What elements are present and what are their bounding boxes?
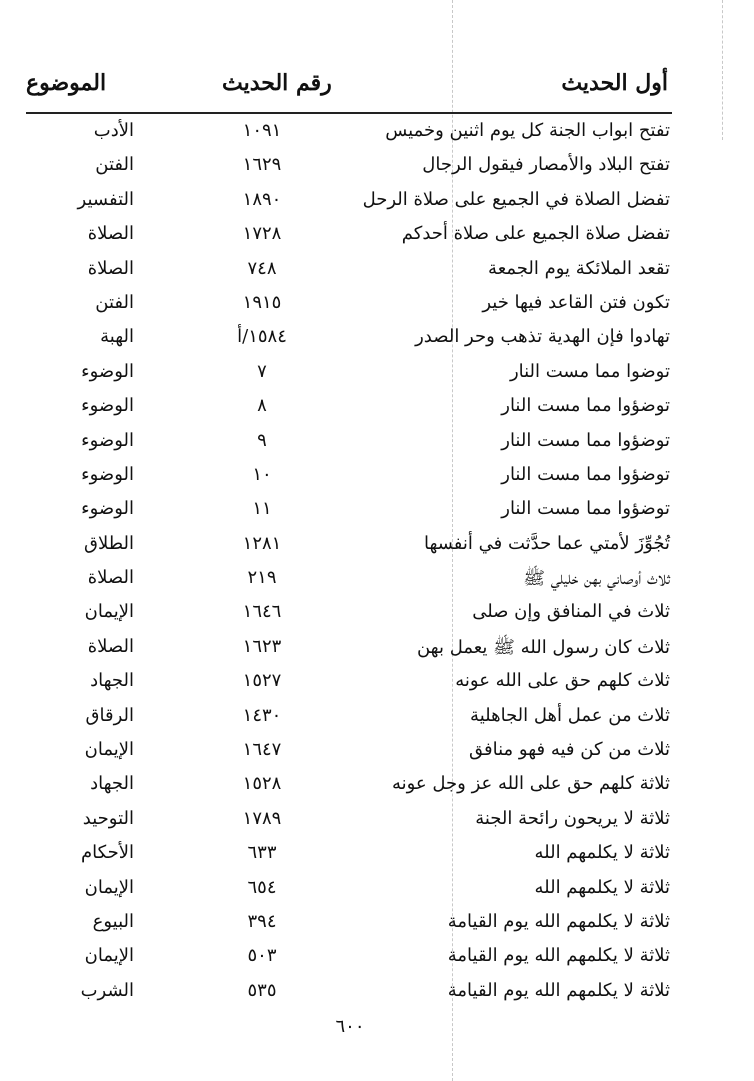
hadith-first-words: ثلاثة لا يكلمهم الله يوم القيامة [447,979,670,1001]
hadith-first-words: توضؤوا مما مست النار [501,498,670,520]
hadith-first-words: ثلاثة لا يكلمهم الله يوم القيامة [447,945,670,967]
table-row [0,907,754,941]
hadith-topic: الصلاة [87,567,134,589]
hadith-first-words: ثلاثة كلهم حق على الله عز وجل عونه [391,773,670,795]
hadith-first-words: ثلاثة لا يريحون رائحة الجنة [475,807,670,829]
table-row [0,529,754,563]
table-row [0,288,754,322]
table-row [0,563,754,597]
hadith-topic: الأدب [93,120,134,141]
hadith-number: ١١ [252,498,272,520]
hadith-number: ١٥٢٧ [242,670,282,692]
hadith-topic: التوحيد [82,807,134,829]
hadith-first-words: تقعد الملائكة يوم الجمعة [488,257,670,279]
hadith-number: ٧٤٨ [247,257,277,279]
hadith-topic: الأحكام [81,842,134,864]
hadith-first-words: ثلاث كلهم حق على الله عونه [455,670,670,692]
table-row [0,185,754,219]
index-table [0,116,754,1010]
hadith-number: ٥٠٣ [247,945,277,967]
hadith-first-words: توضؤوا مما مست النار [501,463,670,485]
hadith-number: ١٩١٥ [242,291,282,313]
hadith-number: ١٦٢٩ [242,154,282,176]
hadith-first-words: تهادوا فإن الهدية تذهب وحر الصدر [415,326,670,348]
hadith-first-words: ثلاث كان رسول الله ﷺ يعمل بهن [416,636,670,658]
header-rule [26,112,672,114]
hadith-number: ١٠ [252,463,272,485]
hadith-topic: الإيمان [84,601,134,623]
hadith-number: ١٦٢٣ [242,635,282,657]
hadith-topic: البيوع [92,910,134,932]
hadith-first-words: تفتح البلاد والأمصار فيقول الرجال [422,154,670,176]
hadith-topic: الصلاة [87,257,134,279]
hadith-topic: الإيمان [84,739,134,761]
table-row [0,632,754,666]
table-row [0,426,754,460]
table-row [0,391,754,425]
hadith-topic: الهبة [100,326,134,348]
hadith-first-words: توضؤوا مما مست النار [501,395,670,417]
table-row [0,976,754,1010]
table-row [0,357,754,391]
table-row [0,322,754,356]
header-hadith-number: رقم الحديث [222,70,332,96]
hadith-topic: الفتن [95,291,134,313]
hadith-topic: الطلاق [84,532,134,554]
hadith-number: ١٧٢٨ [242,223,282,245]
hadith-topic: الشرب [80,979,134,1001]
table-row [0,494,754,528]
table-row [0,254,754,288]
table-row [0,597,754,631]
hadith-first-words: توضوا مما مست النار [509,360,670,382]
hadith-topic: الفتن [95,154,134,176]
hadith-number: ١٠٩١ [242,120,282,141]
hadith-number: ٢١٩ [247,567,277,589]
hadith-first-words: ثلاث في المنافق وإن صلى [472,601,670,623]
hadith-first-words: تُجُوِّزَ لأمتي عما حدَّثت في أنفسها [423,532,670,554]
hadith-number: ١٢٨١ [242,532,282,554]
hadith-number: ٨ [257,395,267,417]
hadith-number: ٦٣٣ [247,842,277,864]
hadith-first-words: تفتح ابواب الجنة كل يوم اثنين وخميس [385,120,670,141]
hadith-topic: الوضوء [81,498,134,520]
hadith-first-words: ثلاثة لا يكلمهم الله [534,842,670,864]
hadith-number: ١٧٨٩ [242,807,282,829]
hadith-first-words: توضؤوا مما مست النار [501,429,670,451]
table-row [0,460,754,494]
hadith-topic: الجهاد [90,773,134,795]
hadith-topic: الصلاة [87,223,134,245]
table-row [0,735,754,769]
hadith-first-words: ثلاث من كن فيه فهو منافق [469,739,670,761]
table-row [0,701,754,735]
hadith-first-words: ثلاثة لا يكلمهم الله [534,876,670,898]
hadith-topic: الوضوء [81,463,134,485]
hadith-first-words: تكون فتن القاعد فيها خير [482,291,670,313]
hadith-topic: الإيمان [84,945,134,967]
table-row [0,804,754,838]
hadith-number: ١٥٢٨ [242,773,282,795]
header-topic: الموضوع [26,70,107,96]
hadith-first-words: ثلاث من عمل أهل الجاهلية [470,704,670,726]
hadith-topic: الجهاد [90,670,134,692]
hadith-number: ١٦٤٦ [242,601,282,623]
hadith-number: ١٤٣٠ [242,704,282,726]
table-row [0,941,754,975]
hadith-number: ٣٩٤ [247,910,277,932]
hadith-number: ٧ [257,360,267,382]
table-row [0,150,754,184]
hadith-first-words: ثلاثة لا يكلمهم الله يوم القيامة [447,910,670,932]
table-row [0,873,754,907]
hadith-number: ٩ [257,429,267,451]
hadith-first-words: ثلاث أوصاني بهن خليلي ﷺ [523,568,670,590]
table-row [0,219,754,253]
hadith-topic: الإيمان [84,876,134,898]
hadith-number: ١٨٩٠ [242,188,282,210]
table-row [0,769,754,803]
hadith-topic: الوضوء [81,429,134,451]
table-row [0,116,754,150]
hadith-topic: الوضوء [81,395,134,417]
page-number: ٦٠٠ [335,1016,365,1037]
hadith-number: ١٥٨٤/أ [237,326,287,348]
hadith-topic: الرقاق [85,704,134,726]
table-row [0,838,754,872]
hadith-first-words: تفضل الصلاة في الجميع على صلاة الرحل [362,188,670,210]
hadith-number: ١٦٤٧ [242,739,282,761]
table-row [0,666,754,700]
hadith-number: ٦٥٤ [247,876,277,898]
hadith-topic: الصلاة [87,635,134,657]
hadith-topic: الوضوء [81,360,134,382]
hadith-number: ٥٣٥ [247,979,277,1001]
hadith-first-words: تفضل صلاة الجميع على صلاة أحدكم [401,223,670,245]
header-first-words: أول الحديث [561,70,668,96]
hadith-topic: التفسير [77,188,134,210]
